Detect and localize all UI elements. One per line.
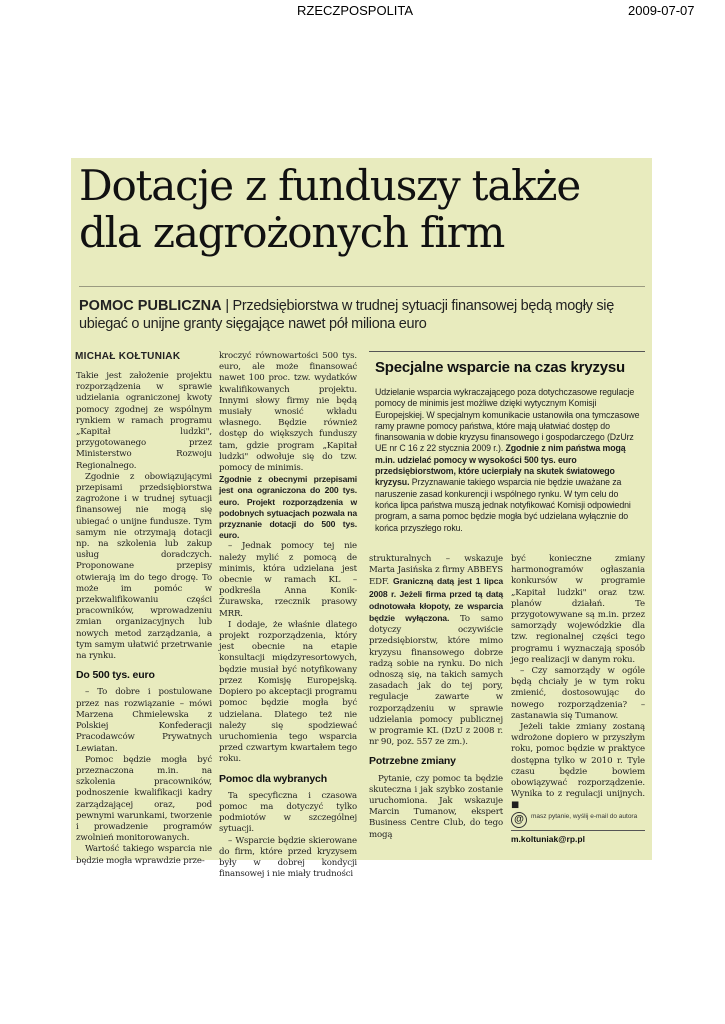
divider [79,286,645,287]
box-text-bold: Zgodnie z nim państwa mogą m.in. udzielać pomocy w wysokości 500 tys. euro przedsiębiorstwom, które ucierpiały na skutek światowego kryzysu. [375,443,626,488]
article-headline [79,162,649,256]
article-column-4 [511,554,645,812]
paragraph: – Wsparcie będzie skierowane do firm, które przed kryzysem były w dobrej kondycji finansowej i nie miały trudności [219,835,357,880]
publication-name: RZECZPOSPOLITA [297,3,414,18]
paragraph: kroczyć równowartości 500 tys. euro, ale może finansować nawet 100 proc. tzw. wydatków kwalifikowanych projektu. Innymi słowy firmy nie będą musiały wnosić wkładu własnego. Będzie również dostęp do większych funduszy tam, gdzie program „Kapitał ludzki" odwołuje się do tzw. pomocy de minimis. [219,351,357,474]
box-text-part: Przyznawanie takiego wsparcia nie będzie uważane za naruszenie zasad konkurencji i wspólnego rynku. W tym celu do końca lipca państwa muszą jednak notyfikować Komisji odpowiedni program, a sama pomoc będzie mogła być udzielana wyłącznie do końca przyszłego roku. [375,477,631,533]
paragraph-bold: Zgodnie z obecnymi przepisami jest ona ograniczona do 200 tys. euro. Projekt rozporządzenia w podobnych sytuacjach pozwala na przyznanie dotacji do 500 tys. euro. [219,474,357,541]
paragraph: Wartość takiego wsparcia nie będzie mogła wprawdzie prze- [76,844,212,866]
at-icon: @ [511,812,527,828]
lead-text: | Przedsiębiorstwa w trudnej sytuacji finansowej będą mogły się ubiegać o unijne granty sięgające nawet pół miliona euro [79,298,614,332]
paragraph: – To dobre i postulowane przez nas rozwiązanie – mówi Marzena Chmielewska z Polskiej Konfederacji Pracodawców Prywatnych Lewiatan. [76,687,212,754]
box-rule [369,351,645,352]
paragraph: Pomoc będzie mogła być przeznaczona m.in. na szkolenia pracowników, podnoszenie kwalifikacji kadry zarządzającej oraz, pod pewnymi warunkami, tworzenie i prowadzenie programów zwolnień monitorowanych. [76,754,212,844]
article-byline: MICHAŁ KOŁTUNIAK [75,351,181,362]
paragraph: I dodaje, że właśnie dlatego projekt rozporządzenia, który jest obecnie na etapie konsultacji międzyresortowych, będzie musiał być notyfikowany przez Komisję Europejską. Dopiero po akceptacji programu pomoc będzie mogła być udzielana. Dlatego też nie należy się spodziewać uruchomienia tego wsparcia przed czwartym kwartałem tego roku. [219,619,357,765]
paragraph: – Jednak pomocy tej nie należy mylić z pomocą de minimis, która udzielana jest obecnie w ramach KL – podkreśla Anna Konik-Żurawska, rzecznik prasowy MRR. [219,541,357,619]
article-column-3 [369,554,503,841]
divider [511,830,645,831]
box-text [375,387,641,534]
headline-line-1: Dotacje z funduszy także [79,161,580,210]
sidebar-box [369,351,645,546]
paragraph: Jeżeli takie zmiany zostaną wdrożone dopiero w przyszłym roku, pomoc będzie w praktyce dostępna tylko w 2010 r. Tyle czasu będzie bowiem obowiązywać rozporządzenie. Wynika to z regulacji unijnych. ■ [511,722,645,811]
paragraph: Pytanie, czy pomoc ta będzie skuteczna i jak szybko zostanie uruchomiona. Jak wskazuje Marcin Tumanow, ekspert Business Centre Club, do tego mogą [369,773,503,840]
paragraph: Takie jest założenie projektu rozporządzenia w sprawie udzielania ograniczonej kwoty pomocy zgodnej ze wspólnym rynkiem w ramach programu „Kapitał ludzki", przygotowanego przez Ministerstwo Rozwoju Regionalnego. [76,371,212,471]
paragraph-part: To samo dotyczy oczywiście przedsiębiorstw, które mimo kryzysu finansowego dobrze radzą sobie na rynku. Do nich odnoszą się, na takich samych zasadach jak do tej pory, regulacje zawarte w rozporządzeniu w sprawie udzielania pomocy publicznej w programie KL (DzU z 2008 r. nr 90, poz. 557 ze zm.). [369,614,504,748]
contact-note: masz pytanie, wyślij e-mail do autora [531,813,638,820]
article-column-2 [219,351,357,880]
subheading: Do 500 tys. euro [76,669,155,682]
lead-kicker: POMOC PUBLICZNA [79,298,222,314]
author-email[interactable]: m.koltuniak@rp.pl [511,834,585,844]
subheading: Potrzebne zmiany [369,755,456,768]
headline-line-2: dla zagrożonych firm [79,208,505,257]
paragraph-bold: Graniczną datą jest 1 lipca 2008 r. Jeżeli firma przed tą datą odnotowała kłopoty, ze wsparcia będzie wyłączona. [369,576,503,624]
box-text-part: Udzielanie wsparcia wykraczającego poza dotychczasowe regulacje pomocy de minimis jest możliwe dzięki wytycznym Komisji Europejskiej. W specjalnym komunikacie ustanowiła ona tymczasowe ramy prawne pomocy państwa, które mają ułatwiać dostęp do finansowania w dobie kryzysu finansowego i gospodarczego (DzUrz UE nr C 16 z 22 stycznia 2009 r.). [375,387,640,454]
paragraph [369,554,503,748]
author-contact [511,810,645,844]
article-column-1 [76,371,212,867]
paragraph: Zgodnie z obowiązującymi przepisami przedsiębiorstwa zagrożone i w trudnej sytuacji finansowej nie mogą się ubiegać o unijne fundusze. Tym samym nie otrzymają dotacji np. na szkolenia lub zakup usług doradczych. Proponowane przepisy otwierają im do tego drogę. To może im pomóc w przekwalifikowaniu części pracowników, wprowadzeniu zmian organizacyjnych lub nowych metod zarządzania, a tym samym ułatwić przetrwanie na rynku. [76,471,212,662]
article-lead [79,297,624,333]
paragraph: Ta specyficzna i czasowa pomoc ma dotyczyć tylko podmiotów w szczególnej sytuacji. [219,790,357,835]
subheading: Pomoc dla wybranych [219,772,328,785]
paragraph: – Czy samorządy w ogóle będą chciały je w tym roku zmienić, dostosowując do nowego rozporządzenia? – zastanawia się Tumanow. [511,666,645,721]
box-title: Specjalne wsparcie na czas kryzysu [375,359,626,376]
paragraph: być konieczne zmiany harmonogramów ogłaszania konkursów w programie „Kapitał ludzki" oraz tzw. planów działań. Te przygotowywane są m.in. przez samorządy wojewódzkie dla tzw. regionalnej części tego programu i wyznaczają sposób jego realizacji w danym roku. [511,554,645,665]
publication-date: 2009-07-07 [628,3,695,18]
newspaper-clipping [71,158,652,880]
paragraph-part: strukturalnych – wskazuje Marta Jasińska z firmy ABBEYS EDF. [369,554,503,588]
